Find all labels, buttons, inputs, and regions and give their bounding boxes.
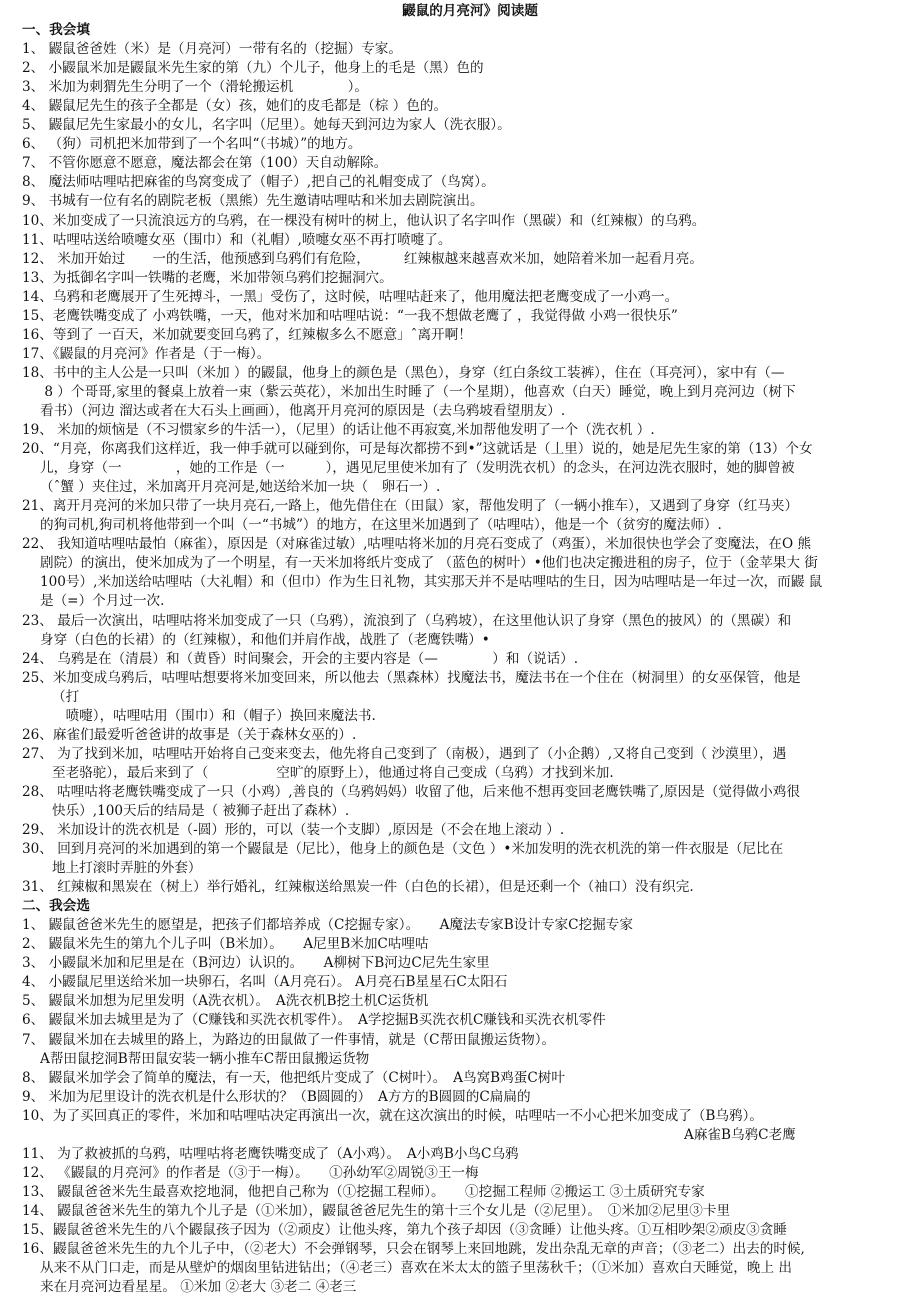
question-text-continued: 剧院）的演出，使米加成为了一个明星，有一天米加将纸片变成了 （蓝色的树叶）•他们也决定搬进租的房子，位于（金苹果大 街 [40,555,818,572]
question-text-continued: 儿，身穿（一 ，她的工作是（一 ），遇见尼里使米加有了（发明洗衣机）的念头，在河边洗衣服时，她的脚曾被 [40,460,795,477]
question-text-continued: 从来不从门口走，而是从壁炉的烟囱里钻进钻出；（④老三）喜欢在米太太的篮子里荡秋千；（①米加）喜欢白天睡觉，晚上 出 [40,1260,792,1277]
question-item [0,745,920,783]
question-text: 27、 为了找到米加，咕哩咕开始将自己变来变去，他先将自己变到了（南极），遇到了（小企鹅）,又将自己变到（ 沙漠里），遇 [22,745,787,762]
question-item [0,288,920,307]
question-text: 14、乌鸦和老鹰展开了生死搏斗，一黑」受伤了，这时候，咕哩咕赶来了，他用魔法把老鹰变成了一小鸡一。 [22,288,679,305]
document-page [0,2,920,1297]
question-item [0,231,920,250]
question-text: 2、 鼹鼠米先生的第九个儿子叫（B米加）。 A尼里B米加C咕哩咕 [22,936,429,953]
question-text: 20、“月亮，你离我们这样近，我一伸手就可以碰到你，可是每次都捞不到•”这就话是（丄里）说的，她是尼先生家的第（13）个女 [22,441,813,458]
question-item [0,345,920,364]
question-item [0,364,920,421]
question-item [0,669,920,726]
question-text-continued: 至老骆驼），最后来到了（ 空旷的原野上），他通过将自己变成（乌鸦）才找到米加. [52,764,614,781]
question-text: 28、 咕哩咕将老鹰铁嘴变成了一只（小鸡）,善良的（乌鸦妈妈）收留了他，后来他不想再变回老鹰铁嘴了,原因是（觉得做小鸡很 [22,783,800,800]
question-text-continued: 100号）,米加送给咕哩咕（大礼帽）和（但巾）作为生日礼物，其实那天并不是咕哩咕的生日，因为咕哩咕是一年过一次，而鼹 鼠 [40,574,823,591]
question-text: 12、 《鼹鼠的月亮河》的作者是（③于一梅）。 ①孙幼军②周锐③王一梅 [22,1164,479,1181]
question-item [0,840,920,878]
question-text: 26、麻雀们最爱听爸爸讲的故事是（关于森林女巫的）. [22,726,357,743]
question-text: 31、 红辣椒和黑炭在（树上）举行婚礼，红辣椒送给黑炭一件（白色的长裙），但是还剩一个（袖口）没有织完. [22,879,694,896]
question-text: 13、 鼹鼠爸爸米先生最喜欢挖地洞，他把自己称为（①挖掘工程师）。 ①挖掘工程师 ②搬运工 ③土质研究专家 [22,1183,705,1200]
question-item [0,497,920,535]
question-text: 23、 最后一次演出，咕哩咕将米加变成了一只（乌鸦），流浪到了（乌鸦坡），在这里他认识了身穿（黑色的披风）的（黑碳）和 [22,612,792,629]
question-text-continued: 是（=）个月过一次. [40,593,165,610]
question-item [0,1031,920,1069]
question-text: 2、 小鼹鼠米加是鼹鼠米先生家的第（九）个儿子，他身上的毛是（黑）色的 [22,60,484,77]
question-item [0,612,920,650]
question-text: 4、 鼹鼠尼先生的孩子全都是（女）孩，她们的皮毛都是（棕 ）色的。 [22,98,448,115]
question-item [0,1145,920,1164]
question-text-continued: 8 ）个哥哥,家里的餐桌上放着一束（紫云英花），米加出生时睡了（一个星期），他喜欢（白天）睡觉，晚上到月亮河边（树下 [40,383,796,400]
question-text: 21、离开月亮河的米加只带了一块月亮石,一路上，他先借住在（田鼠）家，帮他发明了（一辆小推车），又遇到了身穿（红马夹） [22,498,799,515]
question-text-continued: （打 [52,688,80,705]
question-text: 12、 米加开始过 一的生活，他预感到乌鸦们有危险， 红辣椒越来越喜欢米加，她陪着米加一起看月亮。 [22,250,703,267]
question-text: 7、 不管你愿意不愿意，魔法都会在第（100）天自动解除。 [22,155,388,172]
question-text: 19、 米加的烦恼是（不习惯家乡的牛活一），（尼里）的话让他不再寂寞,米加帮他发明了一个（洗衣机 ）. [22,422,655,439]
question-text-continued: 看书）（河边 溜达或者在大石头上画画），他离开月亮河的原因是（去乌鸦坡看望朋友）. [40,402,566,419]
question-item [0,212,920,231]
question-text-continued: A帮田鼠挖洞B帮田鼠安装一辆小推车C帮田鼠搬运货物 [40,1050,370,1067]
question-text: 25、米加变成乌鸦后，咕哩咕想要将米加变回来，所以他去（黑森林）找魔法书，魔法书在一个住在（树洞里）的女巫保管，他是 [22,669,801,686]
question-text: 15、老鹰铁嘴变成了 小鸡铁嘴，一天，他对米加和咕哩咕说：“一我不想做老鹰了 ，我觉得做 小鸡一很快乐” [22,307,678,324]
question-text: 22、 我知道咕哩咕最怕（麻雀），原因是（对麻雀过敏）,咕哩咕将米加的月亮石变成了（鸡蛋），米加很快也学会了变魔法，在O 熊 [22,536,812,553]
question-item [0,650,920,669]
question-text: 8、 魔法师咕哩咕把麻雀的鸟窝变成了（帽子）,把自己的礼帽变成了（鸟窝）。 [22,174,495,191]
section-heading: 一、我会填 [22,22,90,39]
question-item [0,250,920,269]
question-item [0,954,920,973]
question-text: 1、 鼹鼠爸爸姓（米）是（月亮河）一带有名的（挖掘）专家。 [22,41,402,58]
question-text: 9、 书城有一位有名的剧院老板（黑熊）先生邀请咕哩咕和米加去剧院演出。 [22,193,484,210]
question-text-continued: 地上打滚时弄脏的外套） [52,860,202,877]
question-text-continued: 的狗司机,狗司机将他带到一个叫（一“书城”）的地方，在这里米加遇到了（咕哩咕），他是一个（贫穷的魔法师）. [40,517,722,534]
question-item [0,1202,920,1221]
question-item [0,916,920,935]
question-text-continued: 身穿（白色的长裙）的（红辣椒），和他们并肩作战，战胜了（老鹰铁嘴）• [40,631,490,648]
question-text: 5、 鼹鼠尼先生家最小的女儿，名字叫（尼里）。她每天到河边为家人（洗衣服）。 [22,117,511,134]
question-item [0,1088,920,1107]
question-item [0,192,920,211]
question-item [0,173,920,192]
question-text: 6、 （狗）司机把米加带到了一个名叫“（书城）”的地方。 [22,136,362,153]
question-text: 16、鼹鼠爸爸米先生的九个儿子中，（②老大）不会弹钢琴，只会在钢琴上来回地跳，发出杂乱无章的声音；（③老二）出去的时候, [22,1241,805,1258]
question-text-continued: 喷嚏），咕哩咕用（围巾）和（帽子）换回来魔法书. [52,707,376,724]
question-item [0,973,920,992]
question-item [0,116,920,135]
question-text: 13、为抵御名字叫一铁嘴的老鹰，米加带领乌鸦们挖掘洞穴。 [22,269,393,286]
question-item [0,992,920,1011]
question-item [0,40,920,59]
question-item [0,535,920,611]
question-text: 9、 米加为尼里设计的洗衣机是什么形状的？（B圆圆的） A方方的B圆圆的C扁扁的 [22,1088,531,1105]
question-item [0,1011,920,1030]
question-item [0,78,920,97]
question-item [0,97,920,116]
question-item [0,1164,920,1183]
question-item [0,726,920,745]
section-heading: 二、我会选 [22,898,90,915]
section-multiple-choice [0,897,920,1297]
question-item [0,59,920,78]
question-item [0,326,920,345]
question-text: 8、 鼹鼠米加学会了简单的魔法，有一天，他把纸片变成了（C树叶）。 A鸟窝B鸡蛋C树叶 [22,1069,565,1086]
question-item [0,935,920,954]
question-text: 11、 为了救被抓的乌鸦，咕哩咕将老鹰铁嘴变成了（A小鸡）。 A小鸡B小鸟C乌鸦 [22,1145,519,1162]
question-text-continued: 来在月亮河边看星星。 ①米加 ②老大 ③老二 ④老三 [40,1279,357,1296]
question-text-continued: 快乐）,100天后的结局是（ 被狮子赶出了森林）. [52,802,350,819]
question-item [0,307,920,326]
question-text-continued: A麻雀B乌鸦C老鹰 [684,1126,796,1143]
question-text: 17、《鼹鼠的月亮河》作者是（于一梅）。 [22,345,271,362]
question-item [0,783,920,821]
question-text: 6、 鼹鼠米加去城里是为了（C赚钱和买洗衣机零件）。 A学挖掘B买洗衣机C赚钱和买洗衣机零件 [22,1012,606,1029]
sections [0,21,920,1297]
question-text: 15、鼹鼠爸爸米先生的八个鼹鼠孩子因为（②顽皮）让他头疼，第九个孩子却因（③贪睡）让他头疼。①互相吵架②顽皮③贪睡 [22,1222,787,1238]
question-text: 10、为了买回真正的零件，米加和咕哩咕决定再演出一次，就在这次演出的时候，咕哩咕一不小心把米加变成了（B乌鸦）。 [22,1107,763,1124]
question-text: 4、 小鼹鼠尼里送给米加一块卵石，名叫（A月亮石）。 A月亮石B星星石C太阳石 [22,974,508,991]
question-text: 3、 米加为刺猬先生分明了一个（滑轮搬运机 ）。 [22,79,369,96]
document-title: 鼹鼠的月亮河》阅读题 [402,3,538,19]
question-text-continued: （ˆ蟹 ）夹住过，米加离开月亮河是,她送给米加一块（ 卵石一）. [40,479,441,496]
question-item [0,821,920,840]
question-item [0,1221,920,1240]
question-item [0,1183,920,1202]
question-item [0,878,920,897]
question-text: 1、 鼹鼠爸爸米先生的愿望是，把孩子们都培养成（C挖掘专家）。 A魔法专家B设计专家C挖掘专家 [22,917,633,934]
question-item [0,269,920,288]
question-item [0,135,920,154]
question-text: 30、 回到月亮河的米加遇到的第一个鼹鼠是（尼比），他身上的颜色是（文色 ）•米加发明的洗衣机洗的第一件衣服是（尼比在 [22,841,784,858]
question-text: 18、书中的主人公是一只叫（米加 ）的鼹鼠，他身上的颜色是（黑色），身穿（红白条纹工装裤），住在（耳亮河），家中有（— [22,364,785,381]
question-text: 11、咕哩咕送给喷嚏女巫（围巾）和（礼帽）,喷嚏女巫不再打喷嚏了。 [22,231,452,248]
question-text: 24、 乌鸦是在（清晨）和（黄昏）时间聚会，开会的主要内容是（— ）和（说话）. [22,650,579,667]
question-text: 5、 鼹鼠米加想为尼里发明（A洗衣机）。 A洗衣机B挖土机C运货机 [22,993,429,1010]
question-text: 10、米加变成了一只流浪远方的乌鸦，在一棵没有树叶的树上，他认识了名字叫作（黑碳）和（红辣椒）的乌鸦。 [22,212,706,229]
question-text: 29、 米加设计的洗衣机是（-圆）形的，可以（装一个支脚）,原因是（不会在地上滚动 ）. [22,822,565,839]
question-item [0,1107,920,1145]
question-text: 7、 鼹鼠米加在去城里的路上，为路边的田鼠做了一件事情，就是（C帮田鼠搬运货物）。 [22,1031,556,1048]
question-item [0,1069,920,1088]
question-item [0,440,920,497]
question-item [0,154,920,173]
question-text: 16、等到了 一百天，米加就要变回乌鸦了，红辣椒多么不愿意」ˆ离开啊！ [22,326,472,343]
question-item [0,1240,920,1297]
question-text: 3、 小鼹鼠米加和尼里是在（B河边）认识的。 A柳树下B河边C尼先生家里 [22,955,490,972]
question-item [0,421,920,440]
question-text: 14、 鼹鼠爸爸米先生的第九个儿子是（①米加），鼹鼠爸爸尼先生的第十三个女儿是（②尼里）。 ①米加②尼里③卡里 [22,1202,731,1219]
section-fill-in [0,21,920,897]
